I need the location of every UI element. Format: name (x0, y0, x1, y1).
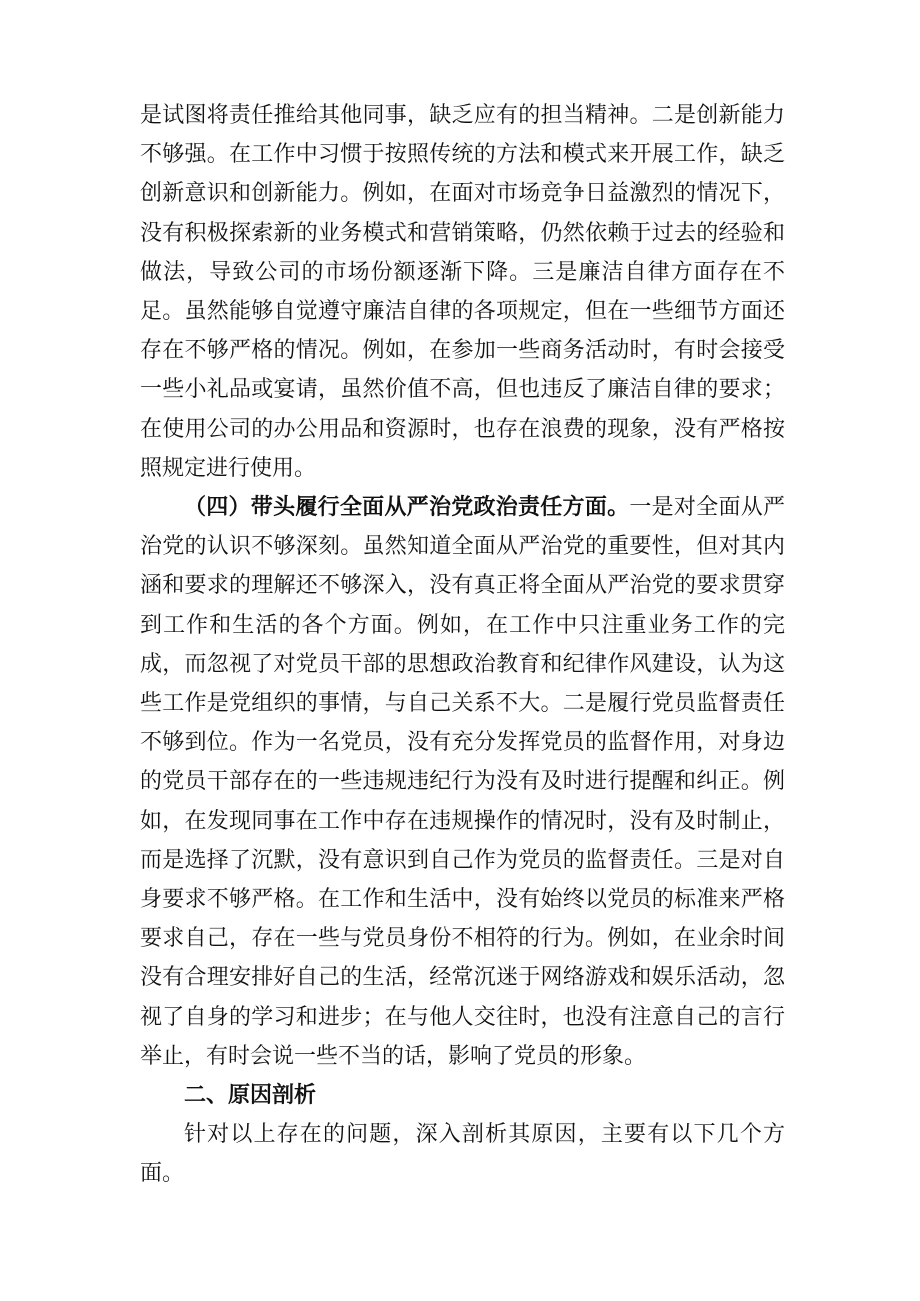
paragraph-continuation: 是试图将责任推给其他同事，缺乏应有的担当精神。二是创新能力不够强。在工作中习惯于按照传统的方法和模式来开展工作，缺乏创新意识和创新能力。例如，在面对市场竞争日益激烈的情况下，没有积极探索新的业务模式和营销策略，仍然依赖于过去的经验和做法，导致公司的市场份额逐渐下降。三是廉洁自律方面存在不足。虽然能够自觉遵守廉洁自律的各项规定，但在一些细节方面还存在不够严格的情况。例如，在参加一些商务活动时，有时会接受一些小礼品或宴请，虽然价值不高，但也违反了廉洁自律的要求；在使用公司的办公用品和资源时，也存在浪费的现象，没有严格按照规定进行使用。 (140, 103, 785, 481)
section-heading-cause-analysis: 二、原因剖析 (184, 1082, 317, 1109)
document-body (140, 96, 785, 1194)
section-four-body: 一是对全面从严治党的认识不够深刻。虽然知道全面从严治党的重要性，但对其内涵和要求的理解还不够深入，没有真正将全面从严治党的要求贯穿到工作和生活的各个方面。例如，在工作中只注重业务工作的完成，而忽视了对党员干部的思想政治教育和纪律作风建设，认为这些工作是党组织的事情，与自己关系不大。二是履行党员监督责任不够到位。作为一名党员，没有充分发挥党员的监督作用，对身边的党员干部存在的一些违规违纪行为没有及时进行提醒和纠正。例如，在发现同事在工作中存在违规操作的情况时，没有及时制止，而是选择了沉默，没有意识到自己作为党员的监督责任。三是对自身要求不够严格。在工作和生活中，没有始终以党员的标准来严格要求自己，存在一些与党员身份不相符的行为。例如，在业余时间没有合理安排好自己的生活，经常沉迷于网络游戏和娱乐活动，忽视了自身的学习和进步；在与他人交往时，也没有注意自己的言行举止，有时会说一些不当的话，影响了党员的形象。 (140, 495, 785, 1069)
section-four-title: （四）带头履行全面从严治党政治责任方面。 (184, 494, 630, 521)
paragraph-section-four (140, 488, 785, 1076)
paragraph-intro: 针对以上存在的问题，深入剖析其原因，主要有以下几个方面。 (140, 1122, 785, 1187)
